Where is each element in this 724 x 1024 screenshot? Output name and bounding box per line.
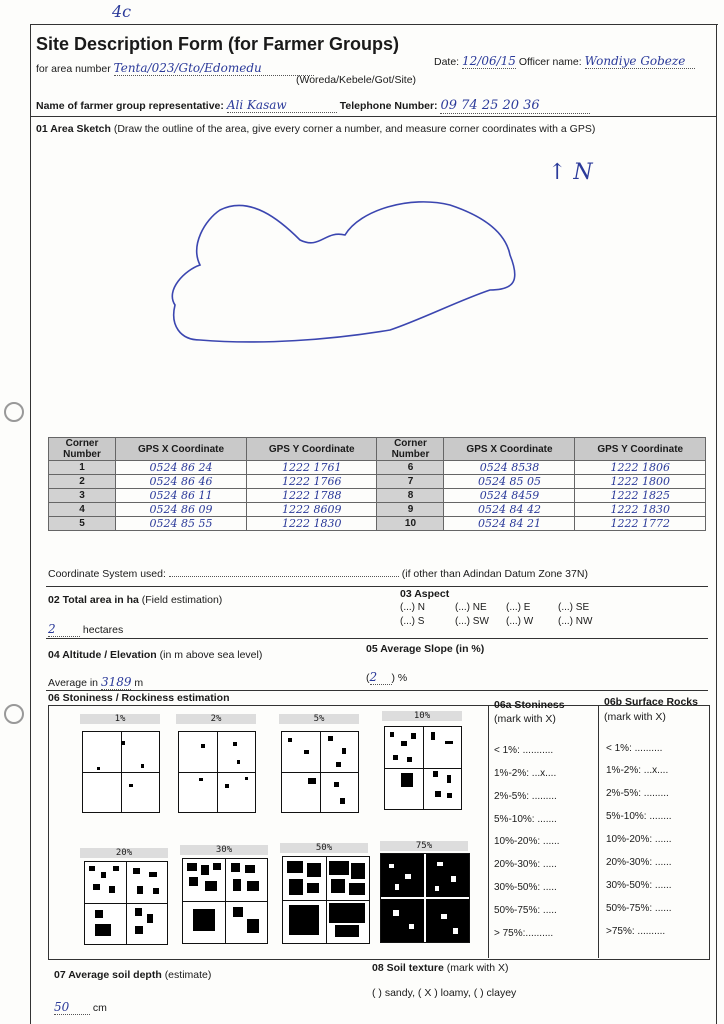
stoniness-a-option[interactable]: 2%-5%: ......... [494,791,557,802]
surface-rocks-option[interactable]: 5%-10%: ........ [606,811,672,822]
aspect-option-w[interactable]: (...) W [506,616,534,627]
percent-label-30: 30% [180,845,268,855]
percent-label-5: 5% [279,714,359,724]
binder-hole-icon [4,704,24,724]
gps-y-cell[interactable]: 1222 1761 [247,461,377,475]
surface-rocks-option[interactable]: 2%-5%: ......... [606,788,669,799]
corner-number: 6 [377,461,444,475]
corner-number: 9 [377,503,444,517]
representative-label: Name of farmer group representative: [36,100,224,112]
gps-x-cell[interactable]: 0524 8459 [444,489,575,503]
corner-number: 7 [377,475,444,489]
sketch-instruction: (Draw the outline of the area, give every corner a number, and measure corner coordinates with a GPS) [113,123,596,135]
stoniness-a-option[interactable]: 50%-75%: ..... [494,905,557,916]
gps-x-cell[interactable]: 0524 86 09 [116,503,247,517]
frame-top [30,24,718,25]
area-heading: 02 Total area in ha [48,594,139,606]
divider-2 [46,638,708,639]
aspect-option-s[interactable]: (...) S [400,616,425,627]
area-number-value[interactable]: Tenta/023/Gto/Edomedu [114,61,314,76]
slope-value[interactable]: 2 [370,670,392,685]
area-number-label: for area number [36,63,111,75]
corner-number: 4 [49,503,116,517]
corner-number: 3 [49,489,116,503]
table-row [49,489,706,503]
aspect-option-sw[interactable]: (...) SW [455,616,489,627]
soil-depth-value[interactable]: 50 [54,1000,90,1015]
date-row [434,54,695,69]
header-gps-x-2: GPS X Coordinate [444,438,575,461]
form-title: Site Description Form (for Farmer Groups) [36,34,400,54]
altitude-unit: m [134,677,144,689]
slope-value-row: (2 ) % [366,670,408,684]
percent-label-10: 10% [382,711,462,721]
stoniness-heading: 06 Stoniness / Rockiness estimation [48,692,230,704]
binder-hole-icon [4,402,24,422]
header-gps-x-1: GPS X Coordinate [116,438,247,461]
stoniness-a-note: (mark with X) [494,713,556,725]
area-value-row [48,622,123,637]
coordinate-system-row [48,568,588,580]
stoniness-grid-10 [384,726,462,810]
slope-unit: % [397,672,408,684]
header-corner-number-1: Corner Number [49,438,116,461]
gps-x-cell[interactable]: 0524 86 11 [116,489,247,503]
coordinate-system-label: Coordinate System used: [48,568,166,580]
surface-rocks-option[interactable]: 50%-75%: ...... [606,903,672,914]
stoniness-grid-1 [82,731,160,813]
gps-y-cell[interactable]: 1222 1830 [247,517,377,531]
area-unit: hectares [82,624,124,636]
gps-y-cell[interactable]: 1222 1800 [575,475,706,489]
altitude-heading-row [48,649,262,661]
stoniness-col-divider-2 [598,705,599,958]
frame-left [30,24,31,1024]
sketch-heading-row [36,123,706,135]
gps-y-cell[interactable]: 1222 1766 [247,475,377,489]
gps-x-cell[interactable]: 0524 85 05 [444,475,575,489]
table-row [49,503,706,517]
area-sub: (Field estimation) [141,594,223,606]
table-row [49,475,706,489]
surface-rocks-option[interactable]: 10%-20%: ...... [606,834,672,845]
coordinate-system-field[interactable] [169,576,399,577]
gps-y-cell[interactable]: 1222 1772 [575,517,706,531]
gps-x-cell[interactable]: 0524 84 21 [444,517,575,531]
surface-rocks-option[interactable]: 20%-30%: ...... [606,857,672,868]
soil-texture-sub: (mark with X) [446,962,509,974]
soil-texture-options[interactable]: ( ) sandy, ( X ) loamy, ( ) clayey [372,987,517,999]
surface-rocks-note: (mark with X) [604,711,666,723]
slope-heading: 05 Average Slope (in %) [366,643,485,655]
stoniness-a-option[interactable]: 20%-30%: ..... [494,859,557,870]
date-value[interactable]: 12/06/15 [462,54,516,68]
area-heading-row [48,594,222,606]
coordinate-system-note: (if other than Adindan Datum Zone 37N) [401,568,588,580]
gps-y-cell[interactable]: 1222 1806 [575,461,706,475]
corner-number: 10 [377,517,444,531]
frame-right [716,24,717,1024]
top-note: 4c [112,2,132,21]
area-number-sublabel: (Woreda/Kebele/Got/Site) [296,74,417,86]
stoniness-grid-30 [182,858,268,944]
altitude-avg-label: Average in [48,677,99,689]
aspect-heading: 03 Aspect [400,588,450,600]
area-value[interactable]: 2 [48,622,80,637]
divider-1 [46,586,708,587]
aspect-option-nw[interactable]: (...) NW [558,616,593,627]
gps-table [48,437,706,531]
stoniness-a-heading: 06a Stoniness [494,699,565,711]
officer-value[interactable]: Wondiye Gobeze [585,54,695,69]
aspect-option-ne[interactable]: (...) NE [455,602,487,613]
gps-x-cell[interactable]: 0524 86 46 [116,475,247,489]
stoniness-grid-50 [282,856,370,944]
corner-number: 5 [49,517,116,531]
gps-y-cell[interactable]: 1222 1825 [575,489,706,503]
header-divider [30,116,716,117]
stoniness-a-option[interactable]: 30%-50%: ..... [494,882,557,893]
surface-rocks-option[interactable]: 30%-50%: ...... [606,880,672,891]
gps-y-cell[interactable]: 1222 1788 [247,489,377,503]
table-row [49,461,706,475]
stoniness-a-option[interactable]: < 1%: ........... [494,745,554,756]
corner-number: 2 [49,475,116,489]
percent-label-20: 20% [80,848,168,858]
percent-label-2: 2% [176,714,256,724]
altitude-value-row [48,675,143,690]
soil-texture-heading: 08 Soil texture [372,962,444,974]
stoniness-grid-75 [380,853,470,943]
representative-value[interactable]: Ali Kasaw [227,98,337,113]
soil-depth-heading: 07 Average soil depth [54,969,162,981]
table-row [49,517,706,531]
soil-texture-heading-row [372,962,509,974]
corner-number: 1 [49,461,116,475]
sketch-heading: 01 Area Sketch [36,123,111,135]
percent-label-75: 75% [380,841,468,851]
aspect-option-n[interactable]: (...) N [400,602,425,613]
area-number-row [36,61,314,76]
stoniness-a-option[interactable]: 1%-2%: ...x.... [494,768,557,779]
stoniness-a-option[interactable]: > 75%:.......... [494,928,554,939]
soil-depth-sub: (estimate) [164,969,212,981]
soil-depth-unit: cm [92,1002,107,1014]
altitude-sub: (in m above sea level) [159,649,263,661]
date-label: Date: [434,56,460,68]
stoniness-a-option[interactable]: 5%-10%: ....... [494,814,557,825]
header-corner-number-2: Corner Number [377,438,444,461]
representative-row [36,98,590,114]
header-gps-y-1: GPS Y Coordinate [247,438,377,461]
surface-rocks-heading: 06b Surface Rocks [604,696,698,708]
telephone-label: Telephone Number: [339,100,438,112]
aspect-option-se[interactable]: (...) SE [558,602,590,613]
officer-label: Officer name: [518,56,582,68]
percent-label-50: 50% [280,843,368,853]
altitude-heading: 04 Altitude / Elevation [48,649,157,661]
stoniness-grid-5 [281,731,359,813]
north-arrow: ↑ N [548,160,593,185]
surface-rocks-option[interactable]: 1%-2%: ...x.... [606,765,669,776]
stoniness-grid-20 [84,861,168,945]
soil-depth-value-row [54,1000,107,1015]
stoniness-grid-2 [178,731,256,813]
gps-y-cell[interactable]: 1222 8609 [247,503,377,517]
surface-rocks-option[interactable]: < 1%: .......... [606,743,663,754]
surface-rocks-option[interactable]: >75%: .......... [606,926,666,937]
stoniness-a-option[interactable]: 10%-20%: ...... [494,836,560,847]
divider-3 [46,690,708,691]
altitude-value[interactable]: 3189 [100,675,132,689]
telephone-value[interactable]: 09 74 25 20 36 [440,98,590,114]
percent-label-1: 1% [80,714,160,724]
stoniness-col-divider-1 [488,705,489,958]
aspect-option-e[interactable]: (...) E [506,602,531,613]
header-gps-y-2: GPS Y Coordinate [575,438,706,461]
gps-x-cell[interactable]: 0524 8538 [444,461,575,475]
gps-x-cell[interactable]: 0524 85 55 [116,517,247,531]
gps-table-header [49,438,706,461]
corner-number: 8 [377,489,444,503]
gps-y-cell[interactable]: 1222 1830 [575,503,706,517]
area-sketch-outline [160,190,530,365]
gps-x-cell[interactable]: 0524 86 24 [116,461,247,475]
gps-x-cell[interactable]: 0524 84 42 [444,503,575,517]
soil-depth-heading-row [54,969,211,981]
